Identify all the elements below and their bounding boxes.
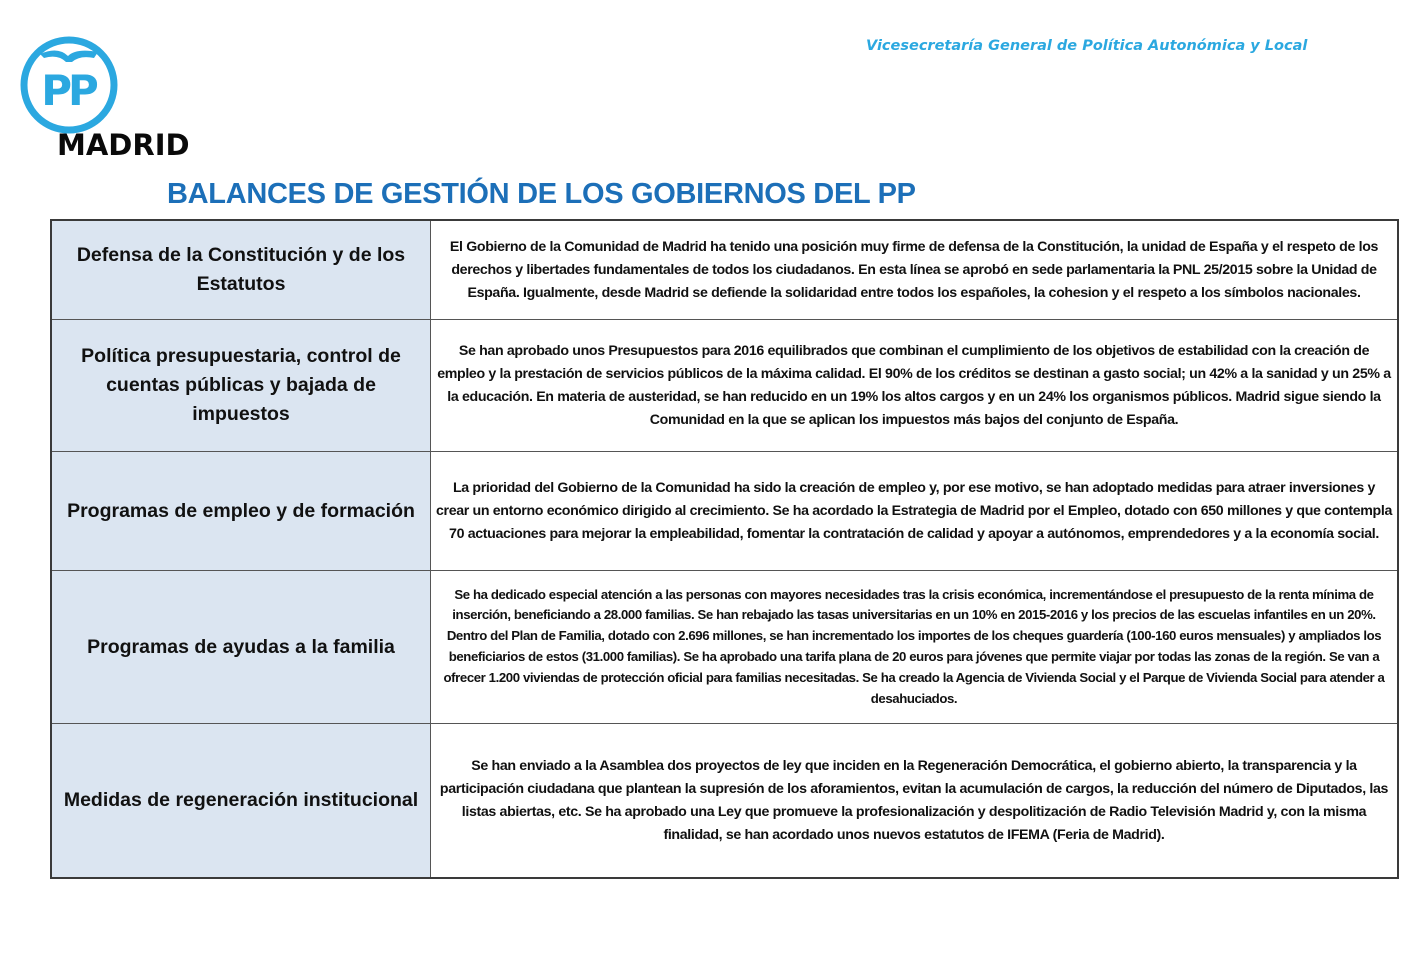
table-row — [51, 571, 1398, 724]
topic-cell: Medidas de regeneración institucional — [51, 724, 431, 879]
department-label: Vicesecretaría General de Política Autonómica y Local — [866, 38, 1308, 54]
topic-cell: Programas de empleo y de formación — [51, 452, 431, 571]
balance-table — [50, 219, 1399, 879]
description-cell: Se han enviado a la Asamblea dos proyectos de ley que inciden en la Regeneración Democrática, el gobierno abierto, la transparencia y la participación ciudadana que plantean la supresión de los aforamientos, evitan la acumulación de cargos, la reducción del número de Diputados, las listas abiertas, etc. Se ha aprobado una Ley que promueve la profesionalización y despolitización de Radio Televisión Madrid y, con la misma finalidad, se han acordado unos nuevos estatutos de IFEMA (Feria de Madrid). — [431, 724, 1399, 879]
table-row — [51, 724, 1398, 879]
region-label: MADRID — [57, 128, 190, 162]
table-row — [51, 220, 1398, 320]
logo-text: PP — [41, 66, 95, 115]
document-title: BALANCES DE GESTIÓN DE LOS GOBIERNOS DEL PP — [167, 178, 916, 210]
table-row — [51, 452, 1398, 571]
topic-cell: Programas de ayudas a la familia — [51, 571, 431, 724]
description-cell: Se han aprobado unos Presupuestos para 2016 equilibrados que combinan el cumplimiento de los objetivos de estabilidad con la creación de empleo y la prestación de servicios públicos de la máxima calidad. El 90% de los créditos se destinan a gasto social; un 42% a la sanidad y un 25% a la educación. En materia de austeridad, se han reducido en un 19% los altos cargos y en un 24% los organismos públicos. Madrid sigue siendo la Comunidad en la que se aplican los impuestos más bajos del conjunto de España. — [431, 320, 1399, 452]
description-cell: La prioridad del Gobierno de la Comunidad ha sido la creación de empleo y, por ese motivo, se han adoptado medidas para atraer inversiones y crear un entorno económico dirigido al crecimiento. Se ha acordado la Estrategia de Madrid por el Empleo, dotado con 650 millones y que contempla 70 actuaciones para mejorar la empleabilidad, fomentar la contratación de calidad y apoyar a autónomos, emprendedores y a la economía social. — [431, 452, 1399, 571]
topic-cell: Política presupuestaria, control de cuentas públicas y bajada de impuestos — [51, 320, 431, 452]
pp-logo — [18, 32, 120, 134]
topic-cell: Defensa de la Constitución y de los Estatutos — [51, 220, 431, 320]
description-cell: Se ha dedicado especial atención a las personas con mayores necesidades tras la crisis económica, incrementándose el presupuesto de la renta mínima de inserción, beneficiando a 28.000 familias. Se han rebajado las tasas universitarias en un 10% en 2015-2016 y los precios de las escuelas infantiles en un 20%. Dentro del Plan de Familia, dotado con 2.696 millones, se han incrementado los importes de los cheques guardería (100-160 euros mensuales) y ampliados los beneficiarios de estos (31.000 familias). Se ha aprobado una tarifa plana de 20 euros para jóvenes que permite viajar por todas las zonas de la región. Se van a ofrecer 1.200 viviendas de protección oficial para familias necesitadas. Se ha creado la Agencia de Vivienda Social y el Parque de Vivienda Social para atender a desahuciados. — [431, 571, 1399, 724]
description-cell: El Gobierno de la Comunidad de Madrid ha tenido una posición muy firme de defensa de la Constitución, la unidad de España y el respeto de los derechos y libertades fundamentales de todos los ciudadanos. En esta línea se aprobó en sede parlamentaria la PNL 25/2015 sobre la Unidad de España. Igualmente, desde Madrid se defiende la solidaridad entre todos los españoles, la cohesion y el respeto a los símbolos nacionales. — [431, 220, 1399, 320]
table-row — [51, 320, 1398, 452]
